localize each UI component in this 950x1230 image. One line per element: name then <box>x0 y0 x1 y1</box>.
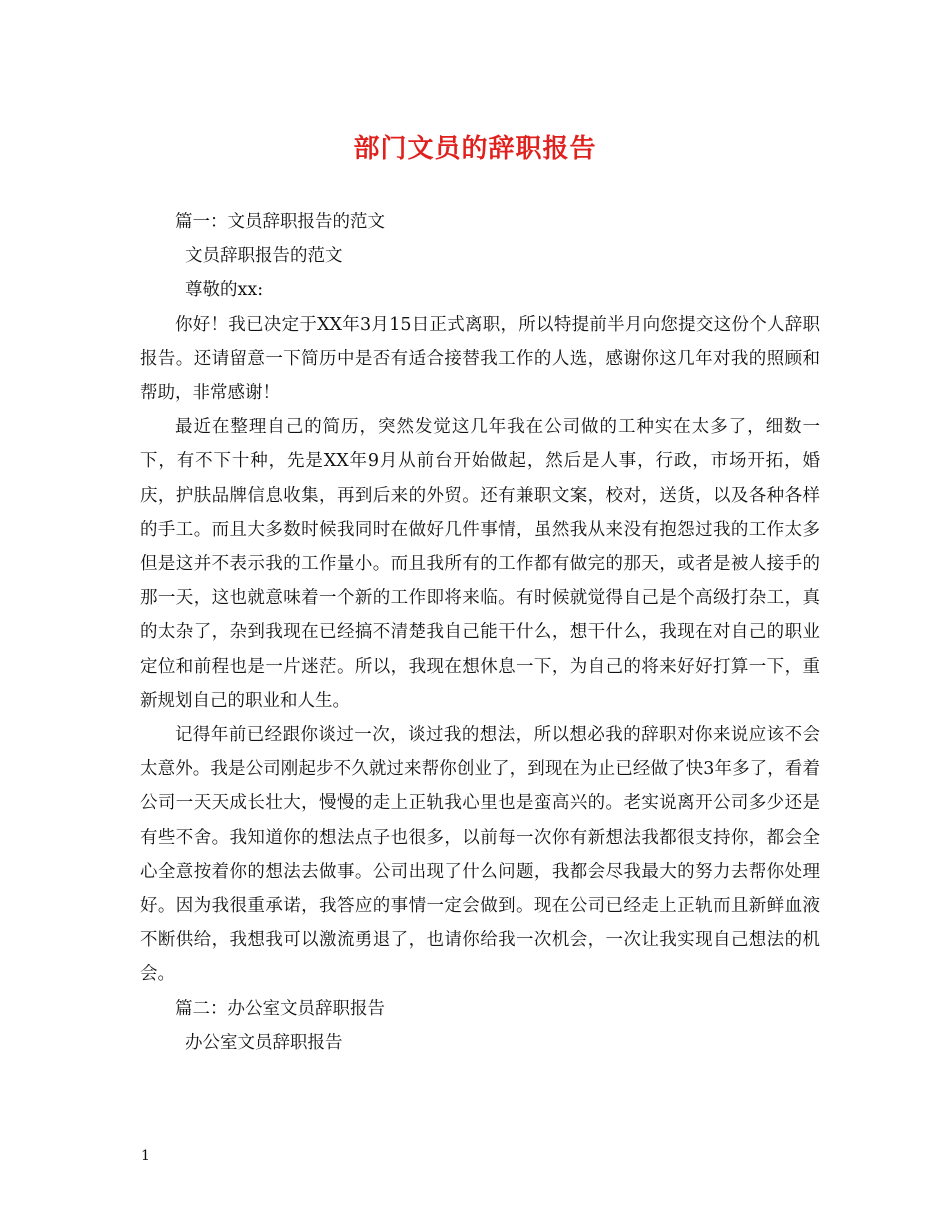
section-heading: 篇一：文员辞职报告的范文 <box>175 212 385 232</box>
section-subtitle: 文员辞职报告的范文 <box>185 246 343 267</box>
document-title: 部门文员的辞职报告 <box>353 134 597 164</box>
section-heading: 篇二：办公室文员辞职报告 <box>175 998 385 1019</box>
page-number: 1 <box>141 1148 150 1164</box>
section-subtitle: 办公室文员辞职报告 <box>185 1032 343 1053</box>
body-paragraph: 你好！我已决定于XX年3月15日正式离职，所以特提前半月向您提交这份个人辞职报告。还请留意一下简历中是否有适合接替我工作的人选，感谢你这几年对我的照顾和帮助，非常感谢！ <box>140 314 820 403</box>
body-paragraph: 最近在整理自己的简历，突然发觉这几年我在公司做的工种实在太多了，细数一下，有不下十种，先是XX年9月从前台开始做起，然后是人事，行政，市场开拓，婚庆，护肤品牌信息收集，再到后来的外贸。还有兼职文案，校对，送货，以及各种各样的手工。而且大多数时候我同时在做好几件事情，虽然我从来没有抱怨过我的工作太多但是这并不表示我的工作量小。而且我所有的工作都有做完的那天，或者是被人接手的那一天，这也就意味着一个新的工作即将来临。有时候就觉得自己是个高级打杂工，真的太杂了，杂到我现在已经搞不清楚我自己能干什么，想干什么，我现在对自己的职业定位和前程也是一片迷茫。所以，我现在想休息一下，为自己的将来好好打算一下，重新规划自己的职业和人生。 <box>140 417 820 711</box>
salutation: 尊敬的xx: <box>185 280 264 301</box>
document-body <box>140 205 820 1060</box>
body-paragraph: 记得年前已经跟你谈过一次，谈过我的想法，所以想必我的辞职对你来说应该不会太意外。我是公司刚起步不久就过来帮你创业了，到现在为止已经做了快3年多了，看着公司一天天成长壮大，慢慢的走上正轨我心里也是蛮高兴的。老实说离开公司多少还是有些不舍。我知道你的想法点子也很多，以前每一次你有新想法我都很支持你，都会全心全意按着你的想法去做事。公司出现了什么问题，我都会尽我最大的努力去帮你处理好。因为我很重承诺，我答应的事情一定会做到。现在公司已经走上正轨而且新鲜血液不断供给，我想我可以激流勇退了，也请你给我一次机会，一次让我实现自己想法的机会。 <box>140 725 820 985</box>
